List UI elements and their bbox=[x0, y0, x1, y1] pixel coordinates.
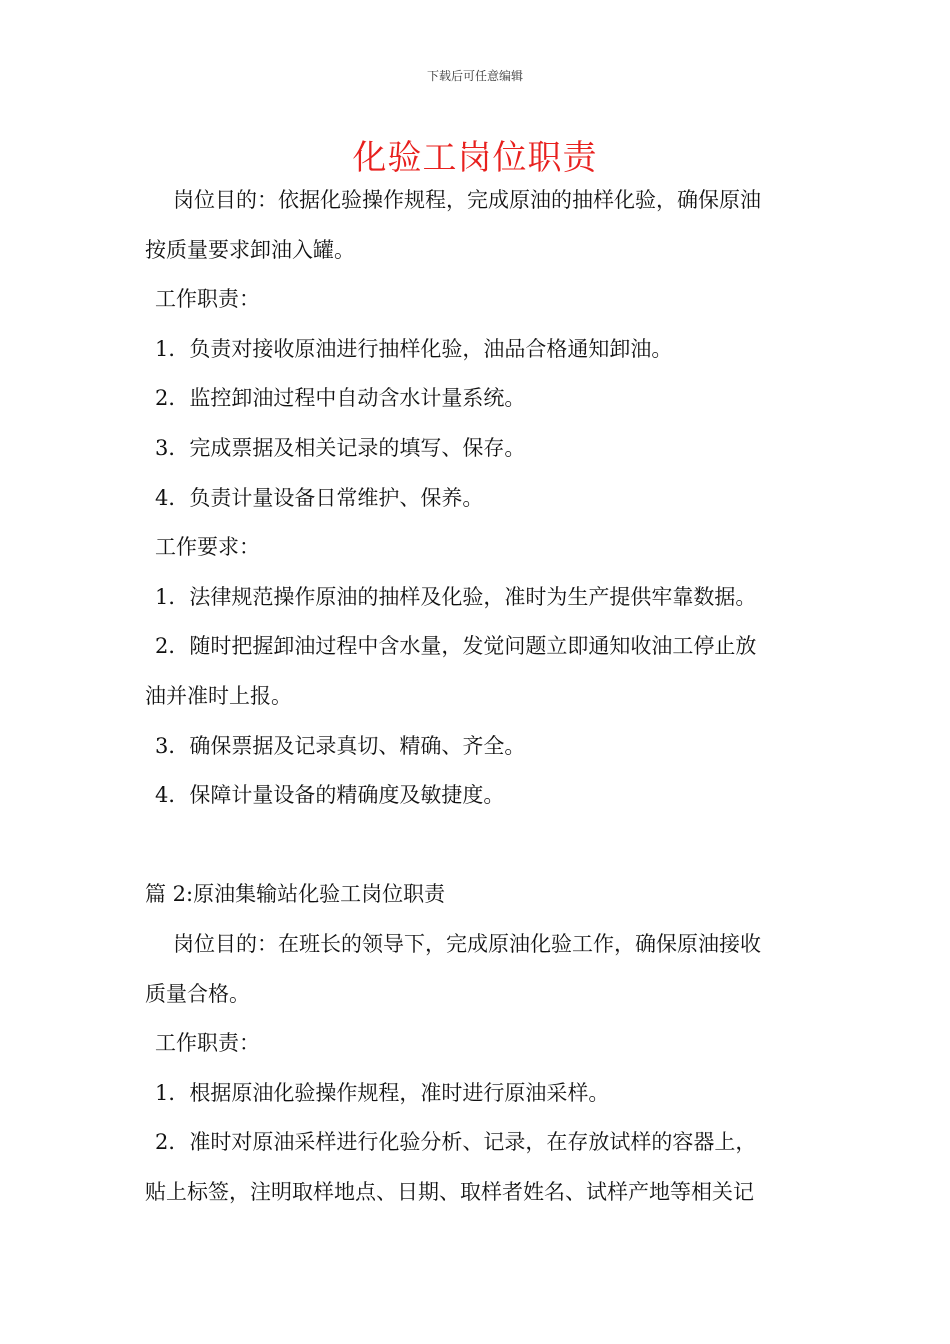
section1-requirement-item: 2．随时把握卸油过程中含水量，发觉问题立即通知收油工停止放 bbox=[155, 634, 757, 659]
section1-purpose-line2: 按质量要求卸油入罐。 bbox=[145, 237, 355, 262]
header-note: 下载后可任意编辑 bbox=[426, 69, 523, 83]
section2-duty-item: 1．根据原油化验操作规程，准时进行原油采样。 bbox=[155, 1080, 610, 1105]
section1-purpose-line1: 岗位目的：依据化验操作规程，完成原油的抽样化验，确保原油 bbox=[173, 188, 761, 212]
section1-duty-item: 2．监控卸油过程中自动含水计量系统。 bbox=[155, 386, 526, 411]
section1-requirement-item: 1．法律规范操作原油的抽样及化验，准时为生产提供牢靠数据。 bbox=[155, 584, 757, 609]
section2-duty-item-continued: 贴上标签，注明取样地点、日期、取样者姓名、试样产地等相关记 bbox=[145, 1179, 754, 1204]
section1-requirement-item: 4．保障计量设备的精确度及敏捷度。 bbox=[155, 783, 505, 808]
section2-purpose-line2: 质量合格。 bbox=[145, 981, 250, 1006]
section1-duty-item: 1．负责对接收原油进行抽样化验，油品合格通知卸油。 bbox=[155, 336, 673, 361]
section1-requirement-item: 3．确保票据及记录真切、精确、齐全。 bbox=[155, 733, 526, 758]
section1-duty-item: 3．完成票据及相关记录的填写、保存。 bbox=[155, 435, 526, 460]
section1-duties-heading: 工作职责： bbox=[155, 287, 260, 312]
document-title: 化验工岗位职责 bbox=[352, 138, 598, 178]
section2-duties-heading: 工作职责： bbox=[155, 1031, 260, 1056]
section1-requirements-heading: 工作要求： bbox=[155, 535, 260, 560]
section2-heading: 篇 2:原油集输站化验工岗位职责 bbox=[145, 882, 446, 907]
section1-duty-item: 4．负责计量设备日常维护、保养。 bbox=[155, 485, 484, 510]
document-body bbox=[145, 176, 815, 1217]
section2-purpose-line1: 岗位目的：在班长的领导下，完成原油化验工作，确保原油接收 bbox=[173, 931, 761, 956]
section2-duty-item: 2．准时对原油采样进行化验分析、记录，在存放试样的容器上， bbox=[155, 1130, 757, 1155]
section1-requirement-item-continued: 油并准时上报。 bbox=[145, 683, 292, 708]
section-gap bbox=[145, 821, 815, 871]
